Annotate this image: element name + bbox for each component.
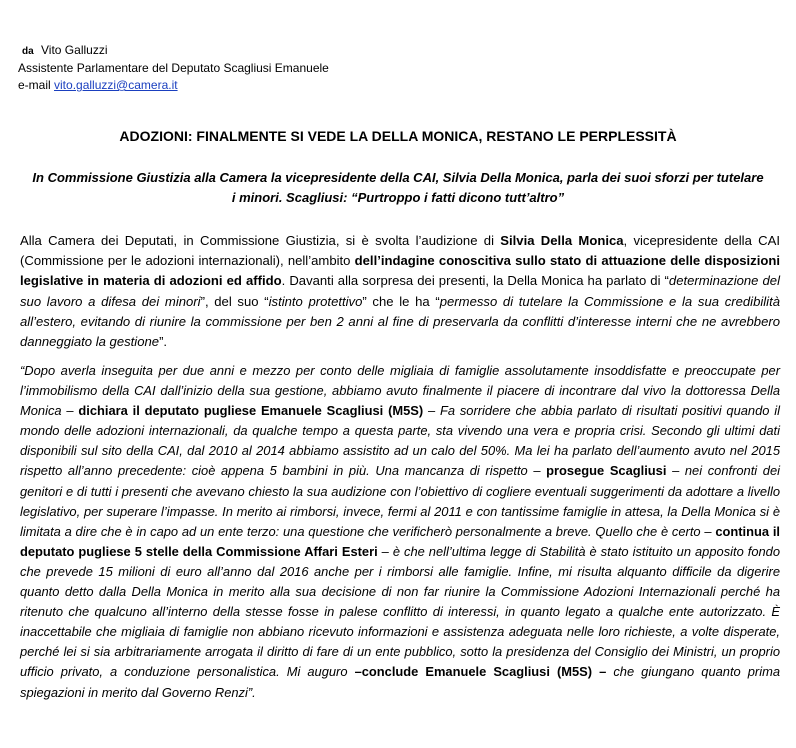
p1-text-2: , vicepresidente della CAI (Commissione per le adozioni internazionali), nell’ambito [20,233,781,269]
intro-paragraph [20,231,780,352]
p2-text-3: – nei confronti dei genitori e di tutti i presenti che avevano chiesto la sua audizione con l’obiettivo di cogliere eventuali suggerimenti da adottare a livello legislativo, per superare l’impasse. In merito ai rimborsi, invece, fermi al 2011 e con tantissime famiglie in attesa, la Della Monica si è limitata a dire che è in capo ad un ente terzo: una questione che verificherò personalmente a breve. Quello che è certo – [20,463,780,539]
p1-text-3: . Davanti alla sorpresa dei presenti, la Della Monica ha parlato di “ [281,273,669,289]
p1-text-1: Alla Camera dei Deputati, in Commissione Giustizia, si è svolta l’audizione di [20,233,501,248]
p1-text-6: ”. [159,334,168,350]
sender-name-line [18,42,329,60]
p2-bold-3: continua il deputato pugliese 5 stelle della Commissione Affari Esteri [20,523,780,559]
p2-text-1: “Dopo averla inseguita per due anni e mezzo per conto delle migliaia di famiglie assolutamente insoddisfatte e preoccupate per l’immobilismo della CAI dall’inizio della sua gestione, abbiamo avuto finalmente il piacere di incontrare dal vivo la dottoressa Della Monica – [20,363,780,419]
sender-email-line [18,77,329,94]
p1-italic-1: determinazione del suo lavoro a difesa dei minori [20,273,780,309]
da-label: da [22,46,34,57]
sender-block [18,42,329,94]
p2-bold-1: dichiara il deputato pugliese Emanuele Scagliusi (M5S) [78,403,424,419]
p1-italic-3: permesso di tutelare la Commissione e la sua credibilità all’estero, evitando di riunire la commissione per ben 2 anni al fine di preservarla da conflitti d’interesse interni che ne avrebbero danneggiato la gestione [20,293,781,350]
p1-text-5: ” che le ha “ [362,293,440,309]
p2-text-4: – è che nell’ultima legge di Stabilità è stato istituito un apposito fondo che prevede 15 milioni di euro all’anno dal 2016 anche per i rimborsi alle famiglie. Infine, mi risulta alquanto difficile da digerire quanto detto dalla Della Monica in merito alla sua decisione di non far riunire la Commissione Adozioni Internazionali perché ha ritenuto che qualcuno all’interno della stesse fosse in palese conflitto di interessi, in quanto legato a qualche ente autorizzato. È inaccettabile che migliaia di famiglie non abbiano ricevuto informazioni e assistenza adeguata nelle loro richieste, a volte disperate, perché lei si sia arbitrariamente arrogata il diritto di fare di un ente pubblico, sotto la presidenza del Consiglio dei Ministri, un proprio ufficio privato, a conduzione personalistica. Mi auguro [20,543,780,680]
sender-name: Vito Galluzzi [41,43,108,57]
p1-text-4: ”, del suo “ [200,293,269,309]
p2-text-5: che giungano quanto prima spiegazioni in merito dal Governo Renzi”. [20,664,780,700]
subheadline: In Commissione Giustizia alla Camera la vicepresidente della CAI, Silvia Della Monica, parla dei suoi sforzi per tutelare i minori. Scagliusi: “Purtroppo i fatti dicono tutt’altro” [32,170,764,205]
p1-bold-name: Silvia Della Monica [500,233,624,248]
email-label: e-mail [18,78,51,92]
p2-text-2: – Fa sorridere che abbia parlato di risultati positivi quando il mondo delle adozioni internazionali, da qualche tempo a questa parte, sta vivendo una vera e propria crisi. Secondo gli ultimi dati disponibili sul sito della CAI, dal 2010 al 2014 abbiamo assistito ad un calo del 50%. Ma lei ha parlato dell’aumento avuto nel 2015 rispetto all’anno precedente: cioè appena 5 bambini in più. Una mancanza di rispetto – [20,403,780,479]
sender-role: Assistente Parlamentare del Deputato Scagliusi Emanuele [18,61,329,75]
p2-bold-2: prosegue Scagliusi [546,463,667,479]
headline: ADOZIONI: FINALMENTE SI VEDE LA DELLA MONICA, RESTANO LE PERPLESSITÀ [119,128,677,144]
p1-italic-2: istinto protettivo [268,293,363,309]
p2-bold-4: –conclude Emanuele Scagliusi (M5S) – [354,664,607,680]
email-link[interactable]: vito.galluzzi@camera.it [54,78,178,92]
p1-bold-indagine: dell’indagine conoscitiva sullo stato di attuazione delle disposizioni legislative in materia di adozioni ed affido [20,253,780,289]
quote-paragraph [20,361,780,703]
